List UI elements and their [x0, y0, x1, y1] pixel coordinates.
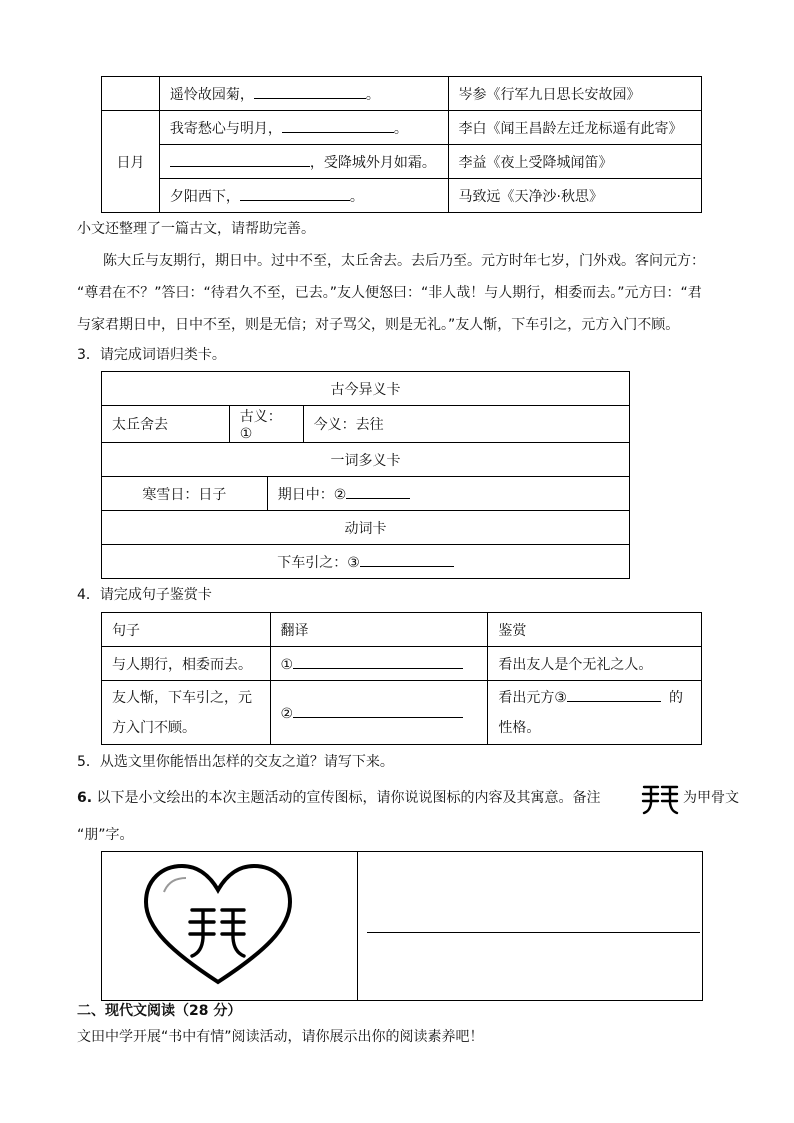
empty-cell [102, 77, 160, 111]
question-6-prompt: 6. 以下是小文绘出的本次主题活动的宣传图标，请你说说图标的内容及其寓意。备注 [77, 790, 601, 806]
row2-appreciation[interactable]: 看出元方③ 的 性格。 [488, 681, 702, 745]
answer-blank[interactable] [282, 118, 394, 133]
question-6-prompt-last: “朋”字。 [77, 827, 134, 843]
section-2-intro: 文田中学开展“书中有情”阅读活动，请你展示出你的阅读素养吧！ [77, 1029, 484, 1045]
question-5-prompt: 5．从选文里你能悟出怎样的交友之道？请写下来。 [77, 754, 394, 770]
answer-blank[interactable] [293, 654, 463, 669]
poem-line-3: ，受降城外月如霜。 [159, 145, 448, 179]
card3-a[interactable]: 下车引之：③ [102, 545, 630, 579]
card1-modern: 今义：去往 [303, 406, 629, 443]
answer-line[interactable] [367, 932, 700, 933]
answer-blank[interactable] [346, 484, 410, 499]
row1-translation[interactable]: ① [270, 647, 488, 681]
heart-icon [142, 862, 294, 990]
oracle-bone-peng-icon [640, 781, 680, 815]
card3-title: 动词卡 [102, 511, 630, 545]
poem-source-4: 马致远《天净沙·秋思》 [448, 179, 701, 213]
card2-title: 一词多义卡 [102, 443, 630, 477]
classical-line-1: 陈大丘与友期行，期日中。过中不至，太丘舍去。去后乃至。元方时年七岁，门外戏。客问元方： [103, 253, 705, 269]
question-4-prompt: 4．请完成句子鉴赏卡 [77, 587, 212, 603]
answer-blank[interactable] [254, 84, 366, 99]
poem-source-3: 李益《夜上受降城闻笛》 [448, 145, 701, 179]
answer-blank[interactable] [360, 552, 454, 567]
card2-b[interactable]: 期日中：② [267, 477, 629, 511]
row1-sentence: 与人期行，相委而去。 [102, 647, 271, 681]
row2-sentence: 友人惭，下车引之，元 方入门不顾。 [102, 681, 271, 745]
category-cell: 日月 [102, 111, 160, 213]
answer-blank[interactable] [567, 687, 661, 702]
poem-line-2: 我寄愁心与明月， 。 [159, 111, 448, 145]
answer-blank[interactable] [293, 703, 463, 718]
row1-appreciation: 看出友人是个无礼之人。 [488, 647, 702, 681]
answer-blank[interactable] [240, 186, 350, 201]
card2-a: 寒雪日：日子 [102, 477, 268, 511]
sentence-card-table [101, 612, 702, 745]
poem-source-1: 岑参《行军九日思长安故园》 [448, 77, 701, 111]
row2-translation[interactable]: ② [270, 681, 488, 745]
classical-line-3: 与家君期日中，日中不至，则是无信；对子骂父，则是无礼。”友人惭，下车引之，元方入门不顾。 [77, 317, 680, 333]
header-sentence: 句子 [102, 613, 271, 647]
answer-blank[interactable] [170, 152, 310, 167]
header-translation: 翻译 [270, 613, 488, 647]
question-6-prompt-end: 为甲骨文 [683, 790, 739, 806]
question-3-prompt: 3．请完成词语归类卡。 [77, 347, 226, 363]
card1-word: 太丘舍去 [102, 406, 230, 443]
icon-panel [102, 852, 358, 1000]
poetry-table [101, 76, 702, 213]
word-card-table [101, 371, 630, 579]
section-2-title: 二、现代文阅读（28 分） [77, 1003, 242, 1019]
poem-line-1: 遥怜故园菊， 。 [159, 77, 448, 111]
classical-intro: 小文还整理了一篇古文，请帮助完善。 [77, 221, 315, 237]
icon-answer-box [101, 851, 703, 1001]
header-appreciation: 鉴赏 [488, 613, 702, 647]
poem-line-4: 夕阳西下， 。 [159, 179, 448, 213]
card1-ancient[interactable]: 古义：① [229, 406, 303, 443]
card1-title: 古今异义卡 [102, 372, 630, 406]
classical-line-2: “尊君在不？”答曰：“待君久不至，已去。”友人便怒曰：“非人哉！与人期行，相委而去。”元方曰：“君 [77, 285, 702, 301]
poem-source-2: 李白《闻王昌龄左迁龙标遥有此寄》 [448, 111, 701, 145]
